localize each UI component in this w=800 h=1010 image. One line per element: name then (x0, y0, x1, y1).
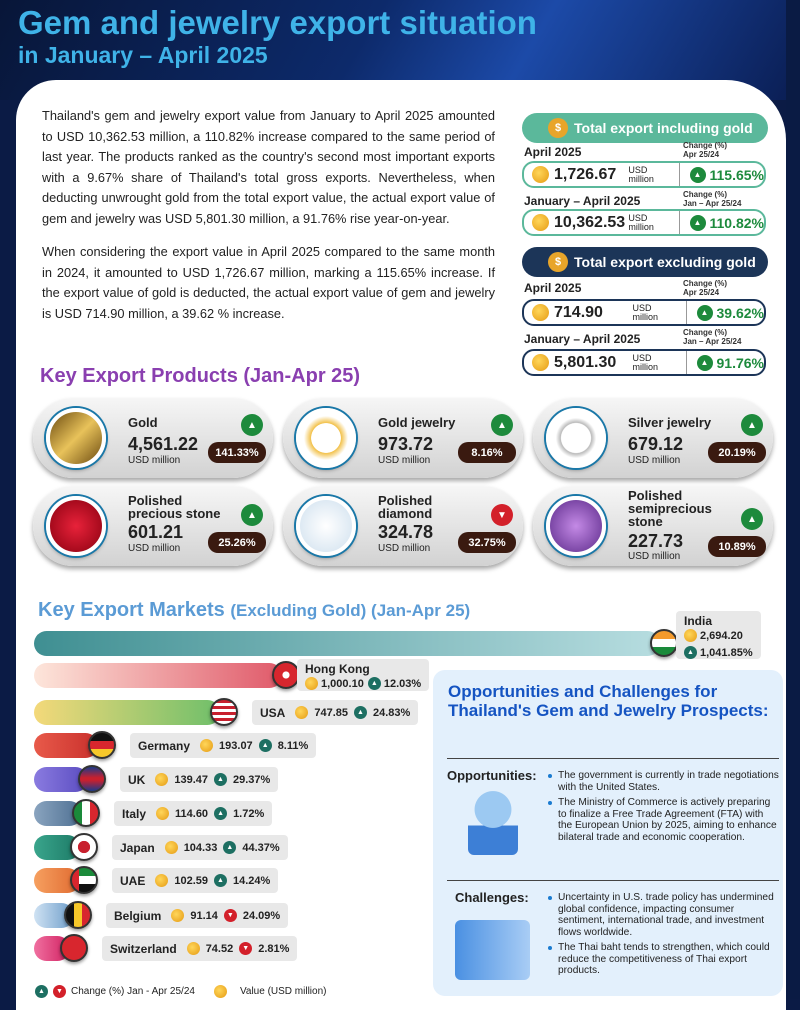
arrow-up-icon: ▲ (741, 414, 763, 436)
market-label (252, 700, 418, 725)
product-card (283, 398, 523, 478)
market-value: 1,000.10 (321, 677, 364, 690)
market-value: 104.33 (183, 841, 218, 854)
list-item: Uncertainty in U.S. trade policy has undermined global confidence, impacting consumer sentiment, international trade, and investment flows worldwide. (547, 892, 780, 938)
banner-including-gold (522, 113, 768, 143)
product-image (46, 408, 106, 468)
challenges-label: Challenges: (455, 890, 529, 905)
legend-change-label: Change (%) Jan - Apr 25/24 (71, 986, 195, 997)
value: 10,362.53 (554, 213, 626, 231)
markets-legend (35, 985, 326, 998)
opportunities-label: Opportunities: (447, 768, 537, 783)
market-label (112, 835, 288, 860)
product-unit: USD million (628, 455, 681, 466)
market-value: 139.47 (174, 773, 208, 786)
unit (628, 214, 678, 232)
value-box (522, 349, 766, 376)
coin-icon (295, 706, 308, 719)
coin-icon (155, 773, 168, 786)
change-label-line: Jan – Apr 25/24 (683, 337, 742, 346)
product-card (283, 486, 523, 566)
market-value-group (305, 677, 364, 690)
product-name: Silver jewelry (628, 415, 712, 430)
legend-value-label: Value (USD million) (239, 986, 327, 997)
outlook-box (433, 670, 783, 996)
product-image (296, 496, 356, 556)
product-unit: USD million (128, 455, 181, 466)
change-label-line: Apr 25/24 (683, 150, 720, 159)
coin-icon (165, 841, 178, 854)
coin-icon (156, 807, 169, 820)
unit-line: million (632, 311, 659, 322)
arrow-up-icon: ▲ (697, 305, 713, 321)
coin-icon (200, 739, 213, 752)
intro-paragraph: When considering the export value in April 2025 compared to the same month in 2024, it amounted to USD 1,726.67 million, marking a 115.65% increase. If the export value of gold is deducted, the actual export value of gem and jewelry is USD 714.90 million, a 39.62 % increase. (42, 244, 495, 321)
arrow-up-icon: ▲ (368, 677, 381, 690)
list-item: The Thai baht tends to strengthen, which could reduce the competitiveness of Thai export products. (547, 942, 780, 977)
list-item: The government is currently in trade negotiations with the United States. (547, 770, 780, 793)
unit-line: million (632, 361, 659, 372)
arrow-down-icon: ▼ (53, 985, 66, 998)
change-value: 110.82% (709, 214, 764, 231)
market-label (297, 659, 429, 691)
market-name: Switzerland (110, 941, 177, 956)
arrow-up-icon: ▲ (223, 841, 236, 854)
value-box (522, 161, 766, 188)
value: 5,801.30 (554, 353, 617, 371)
unit-line: USD (628, 212, 648, 223)
arrow-up-icon: ▲ (241, 504, 263, 526)
market-value: 2,694.20 (700, 629, 743, 642)
market-name: Hong Kong (305, 662, 370, 676)
market-stats (684, 629, 753, 659)
arrow-up-icon: ▲ (35, 985, 48, 998)
market-name: Italy (122, 806, 147, 821)
product-card (533, 398, 773, 478)
market-change-group (368, 677, 421, 690)
coin-icon (684, 629, 697, 642)
market-value: 114.60 (175, 807, 209, 820)
coin-icon (532, 304, 549, 321)
flag-icon (70, 833, 98, 861)
market-change: 14.24% (233, 874, 271, 887)
market-name: Germany (138, 738, 191, 753)
change-label-line: Change (%) (683, 328, 727, 337)
unit-line: USD (632, 302, 652, 313)
value: 714.90 (554, 303, 603, 321)
market-change: 24.09% (242, 909, 281, 922)
right-edge-strip (786, 0, 800, 999)
market-change: 1,041.85% (700, 646, 753, 659)
arrow-up-icon: ▲ (741, 508, 763, 530)
market-label (130, 733, 316, 758)
intro-text (42, 106, 495, 324)
market-label (120, 767, 278, 792)
product-unit: USD million (628, 551, 681, 562)
product-name: Gold (128, 415, 158, 430)
breaking-wall-illustration (455, 920, 530, 980)
period-label: April 2025 (524, 145, 582, 159)
market-value: 747.85 (314, 706, 348, 719)
unit (628, 166, 678, 184)
product-unit: USD million (128, 543, 181, 554)
period-label: January – April 2025 (524, 332, 641, 346)
arrow-up-icon: ▲ (214, 874, 227, 887)
product-image (46, 496, 106, 556)
market-value: 102.59 (174, 874, 208, 887)
period-label: January – April 2025 (524, 194, 641, 208)
divider (686, 351, 687, 374)
unit-line: million (628, 221, 654, 232)
flag-icon (60, 934, 88, 962)
product-change: 8.16% (458, 442, 516, 463)
divider (679, 211, 680, 234)
arrow-up-icon: ▲ (241, 414, 263, 436)
product-name: Gold jewelry (378, 415, 456, 430)
market-name: UAE (120, 873, 146, 888)
market-value: 193.07 (219, 739, 253, 752)
banner-excluding-gold (522, 247, 768, 277)
flag-icon (64, 901, 92, 929)
product-value: 4,561.22 (128, 434, 199, 454)
change-label-line: Change (%) (683, 141, 727, 150)
change-label (683, 190, 741, 208)
product-unit: USD million (378, 455, 431, 466)
market-value: 91.14 (190, 909, 218, 922)
product-name: Polished precious stone (128, 493, 221, 521)
arrow-up-icon: ▲ (491, 414, 513, 436)
arrow-down-icon: ▼ (239, 942, 252, 955)
markets-title-sub: (Excluding Gold) (Jan-Apr 25) (230, 601, 471, 620)
market-change: 8.11% (277, 739, 309, 752)
coin-icon (532, 354, 549, 371)
product-change: 20.19% (708, 442, 766, 463)
divider (447, 758, 779, 759)
market-name: Japan (120, 840, 155, 855)
markets-heading (38, 599, 470, 622)
product-image (546, 496, 606, 556)
market-name: India (684, 614, 713, 628)
market-label (106, 903, 288, 928)
change-value: 39.62% (716, 304, 764, 321)
market-label (114, 801, 272, 826)
arrow-up-icon: ▲ (690, 167, 706, 183)
change-label (683, 328, 741, 346)
product-change: 10.89% (708, 536, 766, 557)
arrow-up-icon: ▲ (214, 773, 227, 786)
arrow-up-icon: ▲ (259, 739, 272, 752)
product-image (546, 408, 606, 468)
market-label (676, 611, 761, 659)
unit-line: million (628, 173, 654, 184)
unit-line: USD (632, 352, 652, 363)
market-change: 2.81% (258, 942, 290, 955)
market-change-group (684, 646, 753, 659)
change-value: 91.76% (716, 354, 764, 371)
market-value: 74.52 (205, 942, 234, 955)
money-bag-icon: $ (548, 118, 568, 138)
change-label-line: Change (%) (683, 279, 727, 288)
arrow-down-icon: ▼ (491, 504, 513, 526)
markets-title: Key Export Markets (38, 599, 225, 621)
market-label (112, 868, 278, 893)
unit (633, 304, 686, 322)
value-box (522, 209, 766, 236)
market-name: Belgium (114, 908, 162, 923)
unit-line: USD (628, 164, 648, 175)
market-bar (34, 631, 660, 656)
change-label (683, 141, 727, 159)
market-change: 12.03% (383, 677, 422, 690)
coin-icon (214, 985, 227, 998)
lightbulb-box-illustration (468, 790, 518, 855)
flag-icon (72, 799, 100, 827)
product-name: Polished semiprecious stone (628, 488, 712, 529)
value: 1,726.67 (554, 165, 617, 183)
banner-label: Total export including gold (574, 120, 753, 136)
flag-icon (78, 765, 106, 793)
coin-icon (305, 677, 318, 690)
product-image (296, 408, 356, 468)
product-card (533, 486, 773, 566)
coin-icon (171, 909, 184, 922)
market-stats (305, 677, 421, 690)
arrow-down-icon: ▼ (224, 909, 237, 922)
challenges-list (547, 892, 780, 981)
list-item: The Ministry of Commerce is actively preparing to finalize a Free Trade Agreement (FTA) with the European Union by 2025, aiming to enhance bilateral trade and economic cooperation. (547, 797, 780, 843)
arrow-up-icon: ▲ (690, 215, 706, 231)
flag-icon (650, 629, 678, 657)
coin-icon (532, 214, 549, 231)
market-name: UK (128, 772, 146, 787)
product-name: Polished diamond (378, 493, 433, 521)
market-label (102, 936, 297, 961)
market-value-group (684, 629, 753, 642)
flag-icon (210, 698, 238, 726)
coin-icon (532, 166, 549, 183)
change-label (683, 279, 727, 297)
intro-paragraph: Thailand's gem and jewelry export value from January to April 2025 amounted to USD 10,362.53 million, a 110.82% increase compared to the same period of last year. The products ranked as the country's second most important exports with a 9.67% share of Thailand's total gross exports. Nevertheless, when deducting unwrought gold from the total export value, the actual export value of gem and jewelry was USD 5,801.30 million, a 91.76% rise year-on-year. (42, 108, 495, 226)
opportunities-list (547, 770, 780, 847)
market-change: 44.37% (242, 841, 280, 854)
product-card (33, 398, 273, 478)
product-value: 324.78 (378, 522, 434, 542)
flag-icon (70, 866, 98, 894)
market-change: 29.37% (233, 773, 271, 786)
banner-label: Total export excluding gold (574, 254, 756, 270)
arrow-up-icon: ▲ (214, 807, 227, 820)
outlook-title: Opportunities and Challenges for Thailand's Gem and Jewelry Prospects: (448, 682, 769, 720)
market-change: 24.83% (373, 706, 411, 719)
arrow-up-icon: ▲ (354, 706, 367, 719)
change-value: 115.65% (709, 166, 764, 183)
divider (447, 880, 779, 881)
period-label: April 2025 (524, 281, 582, 295)
product-value: 227.73 (628, 531, 684, 551)
change-label-line: Apr 25/24 (683, 288, 720, 297)
product-change: 141.33% (208, 442, 266, 463)
product-value: 601.21 (128, 522, 184, 542)
product-unit: USD million (378, 543, 431, 554)
market-change: 1.72% (233, 807, 265, 820)
value-box (522, 299, 766, 326)
flag-icon (272, 661, 300, 689)
product-value: 973.72 (378, 434, 434, 454)
product-value: 679.12 (628, 434, 684, 454)
product-change: 25.26% (208, 532, 266, 553)
divider (686, 301, 687, 324)
money-bag-no-gold-icon: $ (548, 252, 568, 272)
divider (679, 163, 680, 186)
page-title: Gem and jewelry export situation (18, 4, 537, 41)
market-name: USA (260, 705, 286, 720)
product-change: 32.75% (458, 532, 516, 553)
market-bar (34, 663, 282, 688)
page-subtitle: in January – April 2025 (18, 42, 268, 68)
unit (633, 354, 686, 372)
change-label-line: Jan – Apr 25/24 (683, 199, 742, 208)
coin-icon (155, 874, 168, 887)
market-bar (34, 700, 220, 725)
flag-icon (88, 731, 116, 759)
coin-icon (187, 942, 200, 955)
product-card (33, 486, 273, 566)
arrow-up-icon: ▲ (684, 646, 697, 659)
arrow-up-icon: ▲ (697, 355, 713, 371)
products-heading: Key Export Products (Jan-Apr 25) (40, 365, 361, 387)
change-label-line: Change (%) (683, 190, 727, 199)
